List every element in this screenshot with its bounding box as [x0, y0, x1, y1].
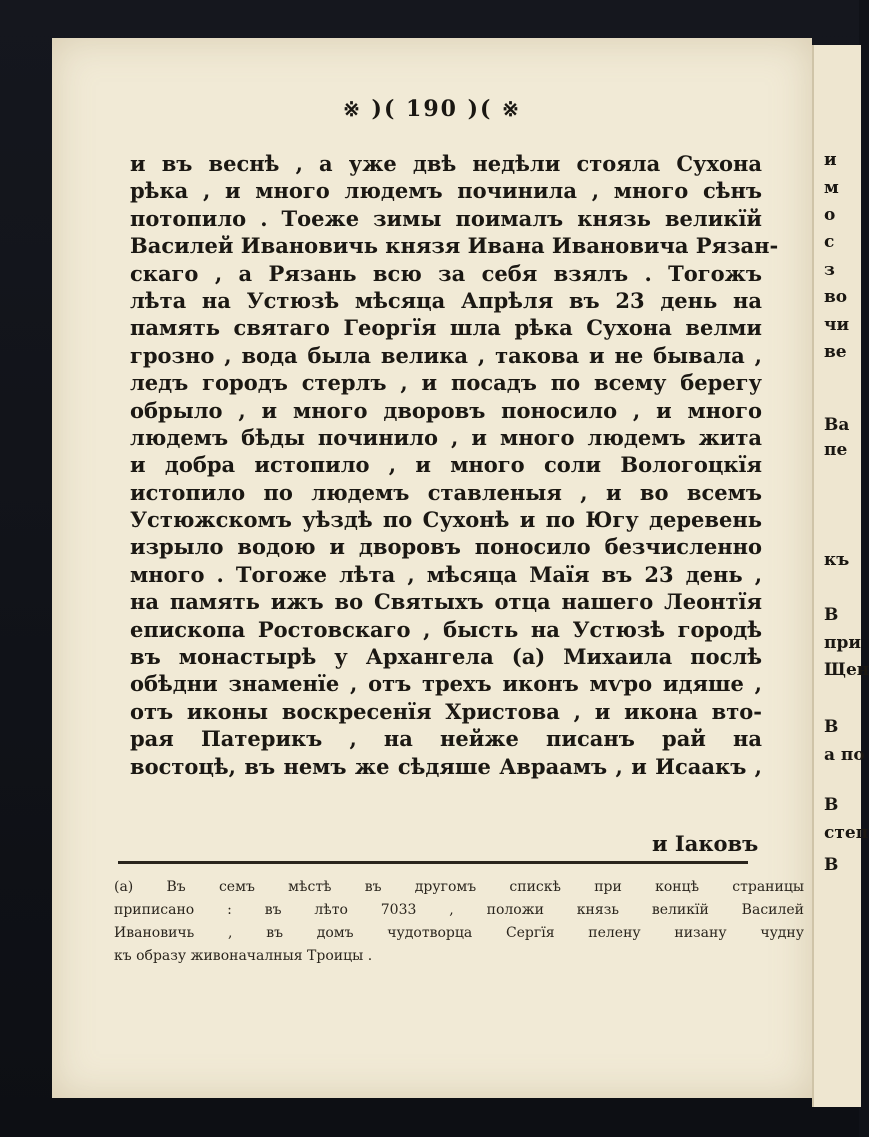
text-line: и добра истопило , и много соли Вологоцкїя: [130, 452, 762, 478]
facing-page-fragment: Щен: [824, 660, 869, 680]
facing-page-fragment: В: [824, 717, 839, 737]
text-line: епископа Ростовскаго , бысть на Устюзѣ городѣ: [130, 616, 762, 642]
facing-page-fragment: пе: [824, 440, 848, 460]
footnote-line: приписано : въ лѣто 7033 , положи князь великїй Василей: [114, 902, 804, 918]
text-line: Устюжскомъ уѣздѣ по Сухонѣ и по Югу деревень: [130, 507, 762, 533]
facing-page-fragment: В: [824, 855, 839, 875]
facing-page-fragment: с: [824, 232, 835, 252]
facing-page-fragment: В: [824, 605, 839, 625]
text-line: въ монастырѣ у Архангела (а) Михаила послѣ: [130, 644, 762, 670]
text-line: рѣка , и много людемъ починила , много сѣнъ: [130, 178, 762, 204]
text-line: обѣдни знаменїе , отъ трехъ иконъ мѵро идяше ,: [130, 671, 762, 697]
text-line: много . Тогоже лѣта , мѣсяца Маїя въ 23 день ,: [130, 561, 762, 587]
text-line: рая Патерикъ , на нейже писанъ рай на: [130, 726, 762, 752]
text-line: лѣта на Устюзѣ мѣсяца Апрѣля въ 23 день на: [130, 287, 762, 313]
text-line: память святаго Георгїя шла рѣка Сухона велми: [130, 315, 762, 341]
facing-page-fragment: Ва: [824, 415, 850, 435]
catchword: и Іаковъ: [652, 831, 759, 856]
ornament-right-icon: ※: [502, 97, 521, 121]
book-page: [52, 38, 812, 1098]
text-line: людемъ бѣды починило , и много людемъ жита: [130, 424, 762, 450]
text-line: на память ижъ во Святыхъ отца нашего Леонтїя: [130, 589, 762, 615]
text-line: грозно , вода была велика , такова и не бывала ,: [130, 342, 762, 368]
text-line: обрыло , и много дворовъ поносило , и много: [130, 397, 762, 423]
text-line: ледъ городъ стерлъ , и посадъ по всему берегу: [130, 370, 762, 396]
facing-page-fragment: и: [824, 150, 837, 170]
text-line: изрыло водою и дворовъ поносило безчисленно: [130, 534, 762, 560]
text-line: истопило по людемъ ставленыя , и во всемъ: [130, 479, 762, 505]
text-line: скаго , а Рязань всю за себя взялъ . Тогожъ: [130, 260, 762, 286]
footnote-line: (а) Въ семъ мѣстѣ въ другомъ спискѣ при концѣ страницы: [114, 879, 804, 895]
text-line: потопило . Тоеже зимы поималъ князь великїй: [130, 205, 762, 231]
page-header: [52, 96, 812, 122]
facing-page-fragment: степ: [824, 823, 869, 843]
text-line: Василей Ивановичь князя Ивана Ивановича Рязан-: [130, 233, 779, 259]
text-line: востоцѣ, въ немъ же сѣдяше Авраамъ , и Исаакъ ,: [130, 753, 762, 779]
facing-page-fragment: во: [824, 287, 848, 307]
footnote-divider: [118, 861, 748, 864]
main-text: [130, 150, 779, 780]
footnote-line: Ивановичь , въ домъ чудотворца Сергїя пелену низану чудну: [114, 925, 804, 941]
facing-page-fragment: ве: [824, 342, 847, 362]
facing-page-fragment: при: [824, 633, 861, 653]
facing-page-fragment: В: [824, 795, 839, 815]
page-number: )( 190 )(: [371, 96, 493, 122]
facing-page-fragment: къ: [824, 550, 850, 570]
ornament-left-icon: ※: [343, 97, 362, 121]
facing-page-fragment: м: [824, 178, 839, 198]
facing-page-fragment: з: [824, 260, 835, 280]
facing-page-fragment: чи: [824, 315, 850, 335]
facing-page-fragment: а по: [824, 745, 865, 765]
text-line: отъ иконы воскресенїя Христова , и икона вто-: [130, 698, 762, 724]
footnote: [114, 876, 804, 968]
facing-page-edge: [812, 45, 869, 1107]
footnote-line: къ образу живоначалныя Троицы .: [114, 948, 373, 964]
facing-page-fragment: о: [824, 205, 836, 225]
text-line: и въ веснѣ , а уже двѣ недѣли стояла Сухона: [130, 151, 762, 176]
